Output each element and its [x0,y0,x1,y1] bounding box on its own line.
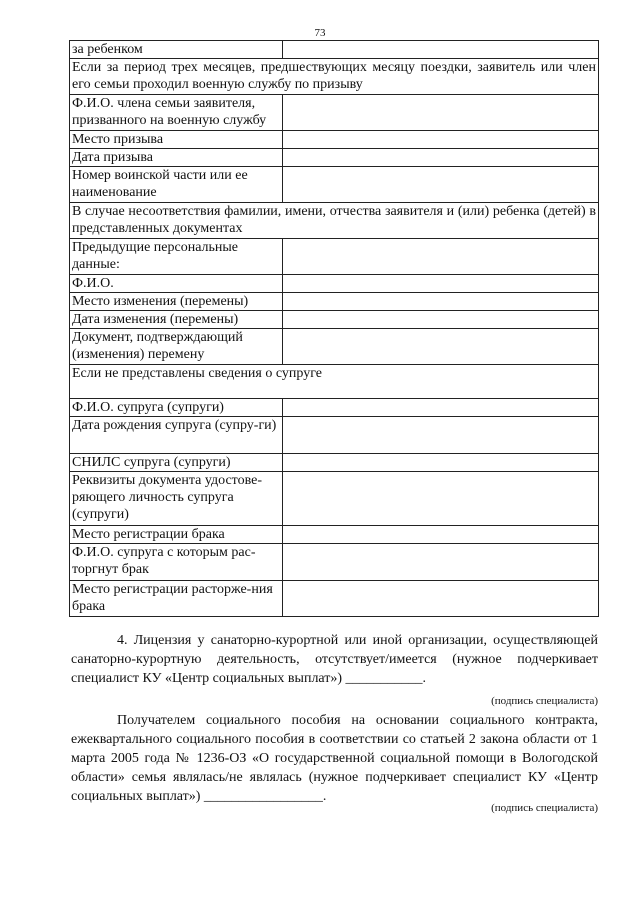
field-value-cell[interactable] [283,239,599,275]
table-row [70,417,599,454]
field-value-cell[interactable] [283,41,599,59]
field-label-cell: Ф.И.О. супруга (супруги) [70,399,283,417]
field-label-cell: Номер воинской части или ее наименование [70,167,283,203]
field-label-cell: Ф.И.О. супруга с которым рас-торгнут брак [70,544,283,581]
field-value-cell[interactable] [283,399,599,417]
table-row [70,203,599,239]
table-row [70,399,599,417]
field-value-cell[interactable] [283,311,599,329]
field-value-cell[interactable] [283,95,599,131]
field-label-cell: Дата призыва [70,149,283,167]
table-row [70,293,599,311]
field-label-cell: Ф.И.О. [70,275,283,293]
field-value-cell[interactable] [283,472,599,526]
field-label-cell: Дата рождения супруга (супру-ги) [70,417,283,454]
field-value-cell[interactable] [283,293,599,311]
field-label-cell: СНИЛС супруга (супруги) [70,454,283,472]
form-table-body [70,41,599,617]
field-value-cell[interactable] [283,454,599,472]
table-row [70,275,599,293]
recipient-paragraph: Получателем социального пособия на основании социального контракта, ежеквартального социального пособия в соответствии со статьей 2 закона области от 1 марта 2005 года № 1236-ОЗ «О государственной социальной помощи в Вологодской области» семья являлась/не являлась (нужное подчеркивает специалист КУ «Центр социальных выплат») _________________. [71,713,598,804]
field-value-cell[interactable] [283,275,599,293]
field-value-cell[interactable] [283,329,599,365]
table-row [70,472,599,526]
application-form-table [69,40,599,617]
table-row [70,95,599,131]
field-label-cell: Документ, подтверждающий (изменения) перемену [70,329,283,365]
field-value-cell[interactable] [283,167,599,203]
table-row [70,59,599,95]
field-label-cell: Место призыва [70,131,283,149]
table-row [70,131,599,149]
field-label-cell: Ф.И.О. члена семьи заявителя, призванного на военную службу [70,95,283,131]
table-row [70,41,599,59]
section-header-cell: Если не представлены сведения о супруге [70,365,599,399]
field-value-cell[interactable] [283,131,599,149]
table-row [70,454,599,472]
field-label-cell: Реквизиты документа удостове-ряющего личность супруга (супруги) [70,472,283,526]
field-label-cell: за ребенком [70,41,283,59]
field-value-cell[interactable] [283,417,599,454]
table-row [70,329,599,365]
table-row [70,365,599,399]
signature-caption-license: (подпись специалиста) [491,695,598,707]
table-row [70,167,599,203]
table-row [70,311,599,329]
field-value-cell[interactable] [283,526,599,544]
table-row [70,239,599,275]
table-row [70,544,599,581]
field-value-cell[interactable] [283,149,599,167]
table-row [70,581,599,617]
section-header-cell: Если за период трех месяцев, предшествующих месяцу поездки, заявитель или член его семьи проходил военную службу по призыву [70,59,599,95]
field-label-cell: Место регистрации брака [70,526,283,544]
signature-caption-recipient: (подпись специалиста) [491,802,598,814]
field-value-cell[interactable] [283,581,599,617]
table-row [70,149,599,167]
page-number: 73 [314,27,326,39]
field-label-cell: Место регистрации расторже-ния брака [70,581,283,617]
field-value-cell[interactable] [283,544,599,581]
field-label-cell: Место изменения (перемены) [70,293,283,311]
field-label-cell: Дата изменения (перемены) [70,311,283,329]
section-header-cell: В случае несоответствия фамилии, имени, отчества заявителя и (или) ребенка (детей) в представленных документах [70,203,599,239]
field-label-cell: Предыдущие персональные данные: [70,239,283,275]
table-row [70,526,599,544]
license-paragraph: 4. Лицензия у санаторно-курортной или иной организации, осуществляющей санаторно-курортную деятельность, отсутствует/имеется (нужное подчеркивает специалист КУ «Центр социальных выплат») ___________. [71,633,598,686]
